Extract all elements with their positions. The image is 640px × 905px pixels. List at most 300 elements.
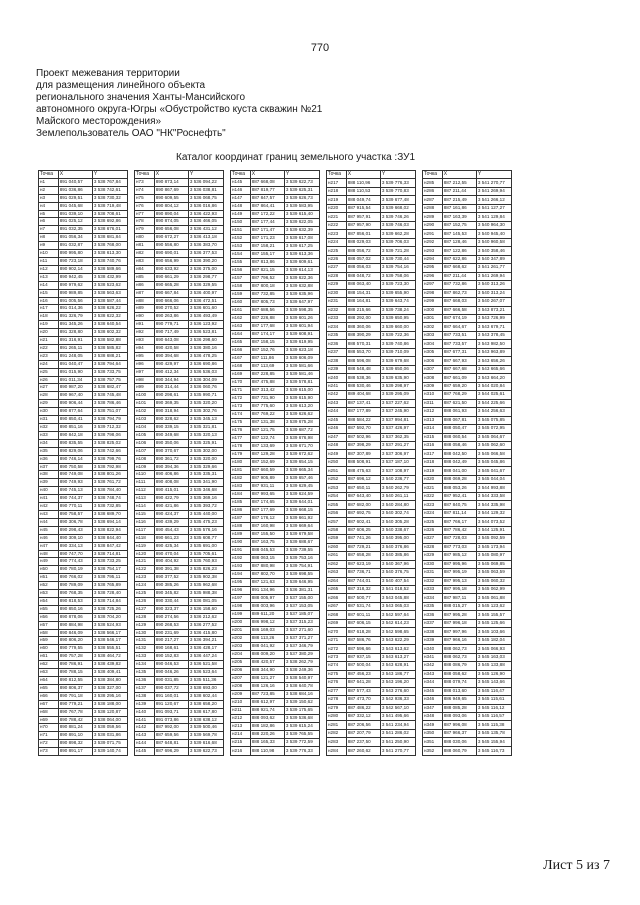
coord-x: 888 126,16: [250, 683, 284, 691]
coord-x: 887 152,69: [250, 459, 284, 467]
table-row: [231, 555, 320, 563]
coord-y: 3 539 643,74: [380, 298, 415, 306]
point-id: н108: [135, 455, 155, 463]
point-id: н70: [39, 724, 59, 732]
table-row: [135, 479, 224, 487]
coord-y: 3 540 376,75: [380, 569, 415, 577]
coord-x: 890 873,14: [154, 178, 188, 186]
point-id: н168: [231, 363, 251, 371]
coord-x: 888 042,50: [442, 450, 476, 458]
coord-y: 3 538 825,02: [92, 439, 127, 447]
point-id: н128: [135, 613, 155, 621]
table-row: [39, 447, 128, 455]
table-row: [39, 724, 128, 732]
table-row: [327, 670, 416, 678]
point-id: н203: [231, 643, 251, 651]
point-id: н319: [423, 467, 443, 475]
point-id: н178: [231, 443, 251, 451]
table-row: [423, 221, 512, 229]
table-row: [39, 329, 128, 337]
point-id: н37: [39, 463, 59, 471]
point-id: н118: [135, 534, 155, 542]
point-id: н234: [327, 323, 347, 331]
table-row: [135, 716, 224, 724]
coord-x: 887 992,00: [154, 724, 188, 732]
coord-y: 3 539 746,03: [380, 221, 415, 229]
point-id: н262: [327, 560, 347, 568]
table-row: [423, 475, 512, 483]
coord-x: 887 163,75: [250, 539, 284, 547]
table-row: [39, 621, 128, 629]
coord-y: 3 536 422,93: [188, 210, 223, 218]
coord-y: 3 538 602,44: [188, 692, 223, 700]
table-row: [135, 439, 224, 447]
point-id: н58: [39, 629, 59, 637]
coord-y: 3 536 466,05: [188, 218, 223, 226]
table-row: [231, 475, 320, 483]
point-id: н59: [39, 637, 59, 645]
coord-x: 888 154,31: [346, 289, 380, 297]
point-id: н91: [135, 321, 155, 329]
table-row: [327, 560, 416, 568]
point-id: н13: [39, 273, 59, 281]
point-id: н303: [423, 331, 443, 339]
coord-y: 3 539 776,33: [380, 179, 415, 187]
coord-y: 3 545 066,93: [476, 645, 511, 653]
coord-y: 3 539 646,95: [284, 579, 319, 587]
coord-y: 3 536 016,86: [188, 202, 223, 210]
coord-x: 891 134,96: [250, 587, 284, 595]
point-id: н318: [423, 458, 443, 466]
table-row: [423, 230, 512, 238]
table-header-row: [39, 171, 128, 179]
column-header: X: [346, 171, 380, 179]
coord-y: 3 539 671,70: [284, 443, 319, 451]
coord-y: 3 540 284,80: [380, 501, 415, 509]
coord-x: 887 171,47: [250, 227, 284, 235]
table-row: [327, 619, 416, 627]
table-row: [423, 687, 512, 695]
coord-x: 887 664,67: [442, 323, 476, 331]
table-row: [231, 347, 320, 355]
coord-x: 887 766,17: [442, 518, 476, 526]
table-row: [423, 179, 512, 187]
point-id: н238: [327, 357, 347, 365]
coord-y: 3 544 993,88: [476, 484, 511, 492]
table-row: [231, 403, 320, 411]
column-header: Точка: [423, 171, 443, 179]
table-row: [39, 408, 128, 416]
point-id: н96: [135, 360, 155, 368]
table-row: [39, 289, 128, 297]
table-row: [135, 368, 224, 376]
coord-y: 3 538 692,86: [92, 218, 127, 226]
coord-x: 890 666,06: [154, 297, 188, 305]
coord-y: 3 544 256,63: [476, 408, 511, 416]
point-id: н191: [231, 547, 251, 555]
coord-y: 3 536 472,51: [188, 297, 223, 305]
table-row: [423, 391, 512, 399]
point-id: н297: [423, 281, 443, 289]
coord-y: 3 538 728,40: [92, 590, 127, 598]
coord-x: 887 660,59: [250, 467, 284, 475]
table-row: [423, 458, 512, 466]
coord-y: 3 544 025,61: [476, 391, 511, 399]
coord-y: 3 538 622,32: [92, 313, 127, 321]
coord-x: 890 774,43: [58, 558, 92, 566]
point-id: н341: [423, 653, 443, 661]
table-row: [135, 313, 224, 321]
point-id: н5: [39, 210, 59, 218]
coord-x: 888 182,86: [250, 723, 284, 731]
coord-x: 887 260,62: [346, 746, 380, 755]
table-row: [327, 535, 416, 543]
coord-y: 3 536 523,81: [188, 329, 223, 337]
coord-y: 3 545 064,67: [476, 433, 511, 441]
coord-x: 887 729,21: [346, 543, 380, 551]
table-row: [327, 679, 416, 687]
table-row: [231, 643, 320, 651]
coord-x: 887 122,74: [250, 435, 284, 443]
point-id: н169: [231, 371, 251, 379]
coord-x: 888 344,90: [250, 667, 284, 675]
coord-y: 3 537 153,05: [284, 603, 319, 611]
point-id: н199: [231, 611, 251, 619]
coord-y: 3 536 383,70: [188, 242, 223, 250]
coord-y: 3 544 020,84: [476, 382, 511, 390]
table-row: [423, 535, 512, 543]
point-id: н342: [423, 662, 443, 670]
table-row: [327, 425, 416, 433]
coord-x: 887 821,15: [250, 267, 284, 275]
point-id: н316: [423, 442, 443, 450]
table-row: [135, 518, 224, 526]
table-row: [327, 577, 416, 585]
point-id: н54: [39, 597, 59, 605]
coord-y: 3 539 644,01: [284, 499, 319, 507]
point-id: н9: [39, 242, 59, 250]
coord-y: 3 535 369,16: [188, 495, 223, 503]
coord-x: 887 215,49: [442, 196, 476, 204]
coord-y: 3 537 346,79: [284, 643, 319, 651]
point-id: н197: [231, 595, 251, 603]
coord-y: 3 539 758,06: [380, 272, 415, 280]
coord-y: 3 536 601,60: [188, 305, 223, 313]
coord-y: 3 537 108,97: [380, 467, 415, 475]
point-id: н273: [327, 653, 347, 661]
coord-y: 3 536 400,97: [188, 289, 223, 297]
table-row: [423, 569, 512, 577]
coord-x: 890 406,86: [154, 471, 188, 479]
coord-y: 3 543 679,71: [476, 323, 511, 331]
coord-x: 887 650,11: [346, 484, 380, 492]
coord-y: 3 541 286,02: [380, 729, 415, 737]
coord-x: 890 979,62: [58, 281, 92, 289]
coord-y: 3 538 767,84: [92, 178, 127, 186]
table-row: [231, 235, 320, 243]
table-header-row: [231, 171, 320, 179]
coord-x: 888 921,74: [250, 707, 284, 715]
coord-x: 888 050,47: [442, 425, 476, 433]
table-row: [327, 298, 416, 306]
point-id: н120: [135, 550, 155, 558]
coord-y: 3 536 536,03: [188, 368, 223, 376]
point-id: н159: [231, 291, 251, 299]
coord-y: 3 536 478,25: [188, 352, 223, 360]
coord-y: 3 545 173,94: [476, 543, 511, 551]
coord-x: 890 789,09: [58, 582, 92, 590]
coord-x: 887 206,56: [346, 721, 380, 729]
coord-x: 887 456,23: [346, 670, 380, 678]
table-row: [423, 746, 512, 755]
coord-y: 3 541 495,66: [380, 713, 415, 721]
coord-x: 887 531,74: [346, 602, 380, 610]
coord-x: 890 898,32: [58, 740, 92, 748]
point-id: н276: [327, 679, 347, 687]
point-id: н23: [39, 352, 59, 360]
coord-x: 890 786,91: [58, 661, 92, 669]
table-row: [39, 518, 128, 526]
coord-x: 890 556,80: [154, 242, 188, 250]
coord-y: 3 538 761,72: [92, 479, 127, 487]
coord-y: 3 545 060,32: [476, 577, 511, 585]
coord-y: 3 541 269,94: [476, 272, 511, 280]
coord-y: 3 539 614,13: [284, 267, 319, 275]
coord-y: 3 545 116,73: [476, 746, 511, 755]
table-row: [327, 628, 416, 636]
point-id: н27: [39, 384, 59, 392]
table-row: [423, 382, 512, 390]
coord-x: 888 390,29: [346, 331, 380, 339]
table-row: [327, 645, 416, 653]
table-row: [327, 442, 416, 450]
point-id: н242: [327, 391, 347, 399]
coord-y: 3 539 655,90: [380, 289, 415, 297]
coord-x: 891 265,11: [58, 344, 92, 352]
table-row: [231, 603, 320, 611]
coord-y: 3 537 362,35: [380, 433, 415, 441]
coord-y: 3 536 298,77: [188, 273, 223, 281]
table-row: [39, 273, 128, 281]
table-row: [231, 691, 320, 699]
coord-y: 3 539 676,98: [284, 435, 319, 443]
coord-y: 3 539 770,83: [380, 187, 415, 195]
coord-y: 3 539 632,88: [284, 283, 319, 291]
point-id: н114: [135, 503, 155, 511]
coord-x: 888 049,74: [346, 196, 380, 204]
table-row: [39, 178, 128, 186]
coord-x: 889 404,68: [346, 391, 380, 399]
table-row: [423, 526, 512, 534]
table-row: [423, 467, 512, 475]
point-id: н100: [135, 392, 155, 400]
coord-y: 3 542 614,23: [380, 619, 415, 627]
point-id: н349: [423, 721, 443, 729]
coord-y: 3 538 708,61: [92, 210, 127, 218]
coord-x: 888 612,97: [250, 699, 284, 707]
point-id: н153: [231, 243, 251, 251]
table-row: [327, 518, 416, 526]
coord-y: 3 537 371,27: [284, 635, 319, 643]
coord-x: 887 856,01: [346, 230, 380, 238]
coord-y: 3 536 277,52: [188, 621, 223, 629]
point-id: н143: [135, 732, 155, 740]
coord-y: 3 541 127,27: [476, 204, 511, 212]
coord-x: 887 307,89: [346, 450, 380, 458]
table-row: [327, 509, 416, 517]
point-id: н258: [327, 526, 347, 534]
coord-y: 3 538 768,00: [92, 242, 127, 250]
table-row: [423, 255, 512, 263]
point-id: н52: [39, 582, 59, 590]
coord-y: 3 539 536,68: [284, 715, 319, 723]
coord-y: 3 538 626,22: [92, 305, 127, 313]
coord-x: 890 377,52: [154, 574, 188, 582]
table-row: [135, 645, 224, 653]
coord-y: 3 536 298,60: [188, 337, 223, 345]
table-row: [135, 384, 224, 392]
coord-x: 887 985,12: [442, 552, 476, 560]
coord-y: 3 539 754,91: [284, 563, 319, 571]
coord-x: 887 966,37: [442, 729, 476, 737]
table-row: [327, 314, 416, 322]
coord-y: 3 537 315,23: [284, 619, 319, 627]
coord-y: 3 537 994,81: [380, 416, 415, 424]
point-id: н244: [327, 408, 347, 416]
table-row: [135, 289, 224, 297]
coord-y: 3 543 963,89: [476, 348, 511, 356]
table-row: [327, 238, 416, 246]
table-row: [39, 400, 128, 408]
table-row: [39, 242, 128, 250]
coord-x: 887 618,28: [346, 628, 380, 636]
coord-x: 887 592,70: [346, 425, 380, 433]
table-row: [231, 523, 320, 531]
table-row: [327, 255, 416, 263]
coord-x: 888 596,08: [346, 357, 380, 365]
coord-x: 887 659,20: [442, 382, 476, 390]
point-id: н53: [39, 590, 59, 598]
coord-y: 3 536 380,16: [188, 344, 223, 352]
table-row: [39, 360, 128, 368]
table-row: [39, 265, 128, 273]
point-id: н50: [39, 566, 59, 574]
coord-y: 3 539 601,94: [284, 323, 319, 331]
coord-y: 3 540 313,26: [476, 281, 511, 289]
table-row: [39, 234, 128, 242]
coord-x: 888 420,57: [250, 659, 284, 667]
coord-y: 3 538 754,17: [92, 566, 127, 574]
coord-x: 890 995,80: [58, 250, 92, 258]
point-id: н2: [39, 186, 59, 194]
table-row: [39, 424, 128, 432]
table-row: [231, 251, 320, 259]
coord-x: 890 723,18: [58, 257, 92, 265]
coord-y: 3 536 068,75: [188, 194, 223, 202]
coord-y: 3 538 640,54: [92, 321, 127, 329]
point-id: н97: [135, 368, 155, 376]
coord-x: 887 661,09: [442, 374, 476, 382]
coord-y: 3 538 064,00: [92, 716, 127, 724]
coord-x: 887 937,15: [346, 653, 380, 661]
coord-x: 890 046,26: [154, 669, 188, 677]
point-id: н105: [135, 431, 155, 439]
coord-x: 890 878,06: [58, 613, 92, 621]
coord-x: 888 048,72: [346, 272, 380, 280]
table-row: [135, 653, 224, 661]
coord-x: 890 270,52: [154, 305, 188, 313]
coord-x: 888 067,81: [442, 416, 476, 424]
point-id: н137: [135, 684, 155, 692]
coord-y: 3 535 902,38: [188, 574, 223, 582]
coord-x: 890 609,55: [154, 194, 188, 202]
point-id: н84: [135, 265, 155, 273]
point-id: н254: [327, 492, 347, 500]
table-row: [135, 597, 224, 605]
table-row: [327, 636, 416, 644]
table-row: [327, 594, 416, 602]
coord-y: 3 543 196,20: [380, 679, 415, 687]
coordinate-table: [230, 170, 320, 756]
coord-x: 890 757,28: [58, 653, 92, 661]
coord-y: 3 538 439,82: [92, 661, 127, 669]
coord-y: 3 535 705,61: [188, 550, 223, 558]
coord-y: 3 545 041,67: [476, 467, 511, 475]
coord-y: 3 545 103,66: [476, 628, 511, 636]
coord-x: 887 212,55: [442, 179, 476, 187]
table-row: [39, 194, 128, 202]
coord-y: 3 538 589,66: [92, 265, 127, 273]
coord-x: 887 915,54: [346, 204, 380, 212]
coord-y: 3 538 748,74: [92, 495, 127, 503]
table-row: [39, 645, 128, 653]
point-id: н92: [135, 329, 155, 337]
coord-x: 890 942,45: [58, 273, 92, 281]
coord-y: 3 535 760,93: [188, 558, 223, 566]
coord-y: 3 538 794,64: [92, 360, 127, 368]
point-id: н79: [135, 226, 155, 234]
table-row: [39, 534, 128, 542]
point-id: н11: [39, 257, 59, 265]
coord-x: 887 586,76: [346, 636, 380, 644]
coord-y: 3 538 613,30: [92, 250, 127, 258]
table-row: [423, 187, 512, 195]
table-row: [135, 487, 224, 495]
coord-x: 888 005,97: [250, 595, 284, 603]
table-row: [231, 339, 320, 347]
point-id: н325: [423, 518, 443, 526]
point-id: н134: [135, 661, 155, 669]
point-id: н231: [327, 298, 347, 306]
table-row: [423, 323, 512, 331]
table-row: [423, 442, 512, 450]
point-id: н78: [135, 218, 155, 226]
coord-y: 3 538 262,79: [284, 659, 319, 667]
table-row: [135, 748, 224, 756]
coord-x: 887 993,65: [250, 491, 284, 499]
table-row: [135, 558, 224, 566]
coord-x: 887 995,28: [442, 611, 476, 619]
table-row: [135, 740, 224, 748]
point-id: н320: [423, 475, 443, 483]
table-row: [231, 499, 320, 507]
coord-x: 890 425,34: [154, 542, 188, 550]
coord-x: 887 606,25: [346, 526, 380, 534]
coord-y: 3 536 375,00: [188, 265, 223, 273]
table-row: [423, 492, 512, 500]
coord-y: 3 539 578,81: [284, 379, 319, 387]
table-row: [39, 297, 128, 305]
